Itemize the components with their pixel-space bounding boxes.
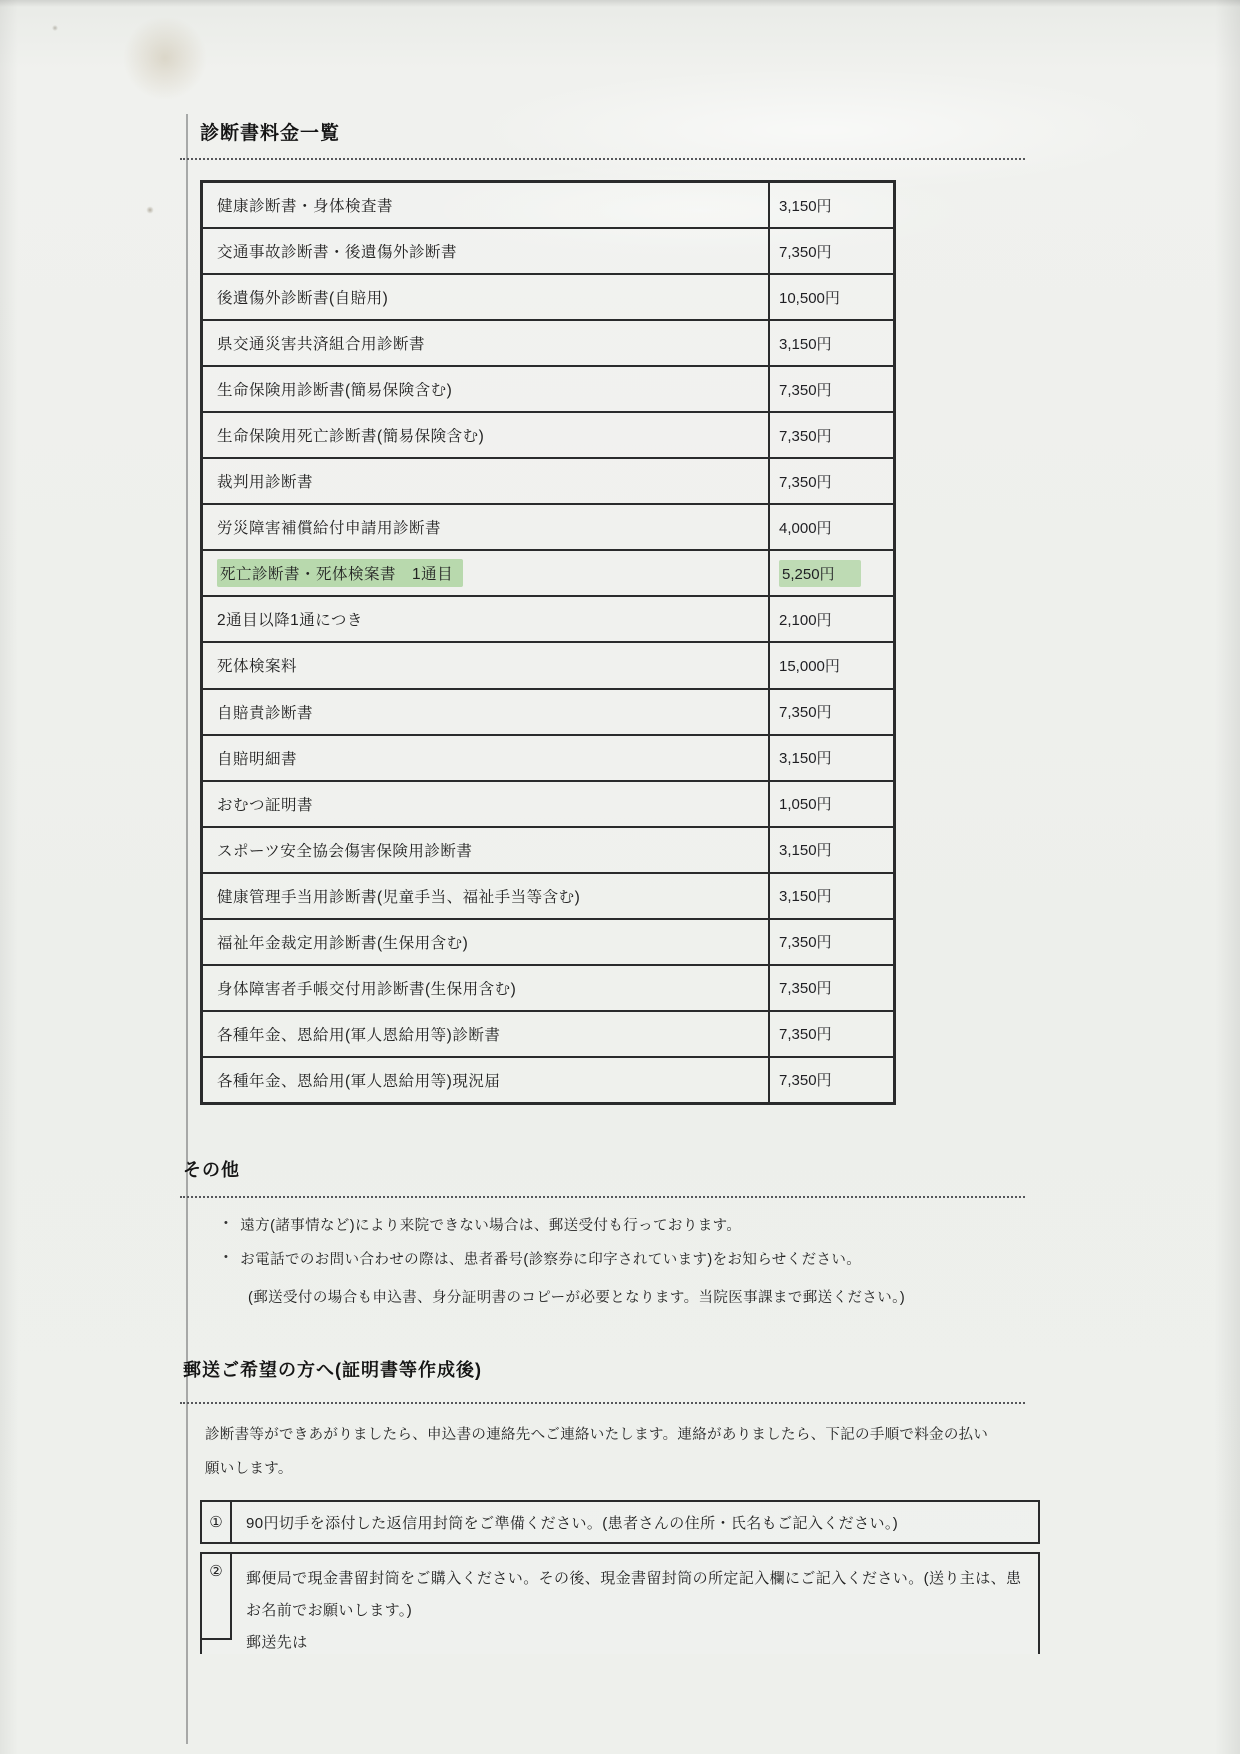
fee-price-cell: 7,350円 xyxy=(779,704,832,722)
fee-item-cell: 死体検案料 xyxy=(203,643,770,687)
mailing-step-1 xyxy=(200,1500,1040,1544)
fee-item-cell: 裁判用診断書 xyxy=(203,459,770,503)
fee-item-cell: 健康管理手当用診断書(児童手当、福祉手当等含む) xyxy=(203,874,770,918)
others-bullet: • お電話でのお問い合わせの際は、患者番号(診察券に印字されています)をお知らせください。 xyxy=(224,1248,861,1269)
fee-row xyxy=(203,505,893,551)
fee-row xyxy=(203,275,893,321)
fee-row xyxy=(203,1012,893,1058)
green-highlight: 死亡診断書・死体検案書 1通目 xyxy=(217,559,463,587)
step-text: 90円切手を添付した返信用封筒をご準備ください。(患者さんの住所・氏名もご記入ください。) xyxy=(246,1514,899,1532)
fee-row xyxy=(203,966,893,1012)
dotted-rule xyxy=(180,1402,1025,1404)
fee-row xyxy=(203,874,893,920)
fee-price-cell: 10,500円 xyxy=(779,289,840,307)
fee-price-cell: 3,150円 xyxy=(779,750,832,768)
fee-item-cell: 福祉年金裁定用診断書(生保用含む) xyxy=(203,920,770,964)
fee-row xyxy=(203,367,893,413)
dotted-rule xyxy=(180,1196,1025,1198)
mailing-intro-line2: 願いします。 xyxy=(205,1461,293,1477)
fee-item-cell: 生命保険用死亡診断書(簡易保険含む) xyxy=(203,413,770,457)
fee-item-cell: 自賠責診断書 xyxy=(203,690,770,734)
fee-item-cell: 交通事故診断書・後遺傷外診断書 xyxy=(203,229,770,273)
fee-item-cell: 生命保険用診断書(簡易保険含む) xyxy=(203,367,770,411)
others-note: (郵送受付の場合も申込書、身分証明書のコピーが必要となります。当院医事課まで郵送ください。) xyxy=(248,1290,906,1306)
mailing-heading: 郵送ご希望の方へ(証明書等作成後) xyxy=(183,1360,482,1380)
mailing-intro xyxy=(205,1418,988,1486)
fee-item-cell: 自賠明細書 xyxy=(203,736,770,780)
fee-price-cell: 3,150円 xyxy=(779,335,832,353)
fee-item-cell: 県交通災害共済組合用診断書 xyxy=(203,321,770,365)
fee-row xyxy=(203,736,893,782)
fee-price-cell: 2,100円 xyxy=(779,611,832,629)
fee-row xyxy=(203,413,893,459)
fee-price-cell: 7,350円 xyxy=(779,473,832,491)
fee-row xyxy=(203,828,893,874)
fee-row xyxy=(203,459,893,505)
fee-price-cell: 7,350円 xyxy=(779,243,832,261)
mailing-intro-line1: 診断書等ができあがりましたら、申込書の連絡先へご連絡いたします。連絡がありましたら、下記の手順で料金の払い xyxy=(205,1427,989,1443)
fee-table xyxy=(200,180,896,1105)
step-text-line: 郵送先は xyxy=(246,1634,308,1651)
fee-row xyxy=(203,321,893,367)
fee-row xyxy=(203,229,893,275)
fee-price-cell: 3,150円 xyxy=(779,197,832,215)
fee-row xyxy=(203,920,893,966)
left-margin-rule xyxy=(186,114,188,1744)
fee-item-cell: おむつ証明書 xyxy=(203,782,770,826)
fee-price-cell: 3,150円 xyxy=(779,842,832,860)
fee-row xyxy=(203,643,893,689)
fee-item-cell: 各種年金、恩給用(軍人恩給用等)現況届 xyxy=(203,1058,770,1102)
step-number: ① xyxy=(202,1502,232,1542)
fee-price-cell: 3,150円 xyxy=(779,888,832,906)
fee-row xyxy=(203,782,893,828)
fee-item-cell: 後遺傷外診断書(自賠用) xyxy=(203,275,770,319)
fee-item-cell: 身体障害者手帳交付用診断書(生保用含む) xyxy=(203,966,770,1010)
fee-price-cell: 7,350円 xyxy=(779,427,832,445)
fee-price-cell: 1,050円 xyxy=(779,796,832,814)
dotted-rule xyxy=(180,158,1025,160)
fee-item-cell: スポーツ安全協会傷害保険用診断書 xyxy=(203,828,770,872)
fee-row xyxy=(203,597,893,643)
fee-item-cell: 労災障害補償給付申請用診断書 xyxy=(203,505,770,549)
fee-price-cell: 4,000円 xyxy=(779,519,832,537)
fee-price-cell: 7,350円 xyxy=(779,934,832,952)
fee-list-heading: 診断書料金一覧 xyxy=(200,123,341,144)
fee-price-cell: 7,350円 xyxy=(779,381,832,399)
fee-row xyxy=(203,183,893,229)
step-text-line: 郵便局で現金書留封筒をご購入ください。その後、現金書留封筒の所定記入欄にご記入ください。(送り主は、患 xyxy=(246,1570,1022,1587)
fee-price-cell: 7,350円 xyxy=(779,1026,832,1044)
others-heading: その他 xyxy=(183,1160,240,1180)
fee-price-cell: 7,350円 xyxy=(779,980,832,998)
mailing-step-2 xyxy=(200,1552,1040,1654)
others-bullet: • 遠方(諸事情など)により来院できない場合は、郵送受付も行っております。 xyxy=(224,1214,861,1235)
fee-item-cell: 健康診断書・身体検査書 xyxy=(203,183,770,227)
fee-price-cell xyxy=(770,551,893,595)
step-text xyxy=(232,1554,1038,1654)
fee-item-cell xyxy=(203,551,770,595)
fee-item-cell: 2通目以降1通につき xyxy=(203,597,770,641)
step-text-line: お名前でお願いします。) xyxy=(246,1602,413,1619)
green-highlight: 5,250円 xyxy=(779,560,861,587)
fee-price-cell: 15,000円 xyxy=(779,657,840,675)
step-number: ② xyxy=(202,1554,232,1640)
fee-price-cell: 7,350円 xyxy=(779,1072,832,1090)
fee-item-cell: 各種年金、恩給用(軍人恩給用等)診断書 xyxy=(203,1012,770,1056)
fee-row xyxy=(203,690,893,736)
others-bullet-list xyxy=(224,1214,861,1282)
fee-row xyxy=(203,1058,893,1102)
fee-row-highlighted xyxy=(203,551,893,597)
